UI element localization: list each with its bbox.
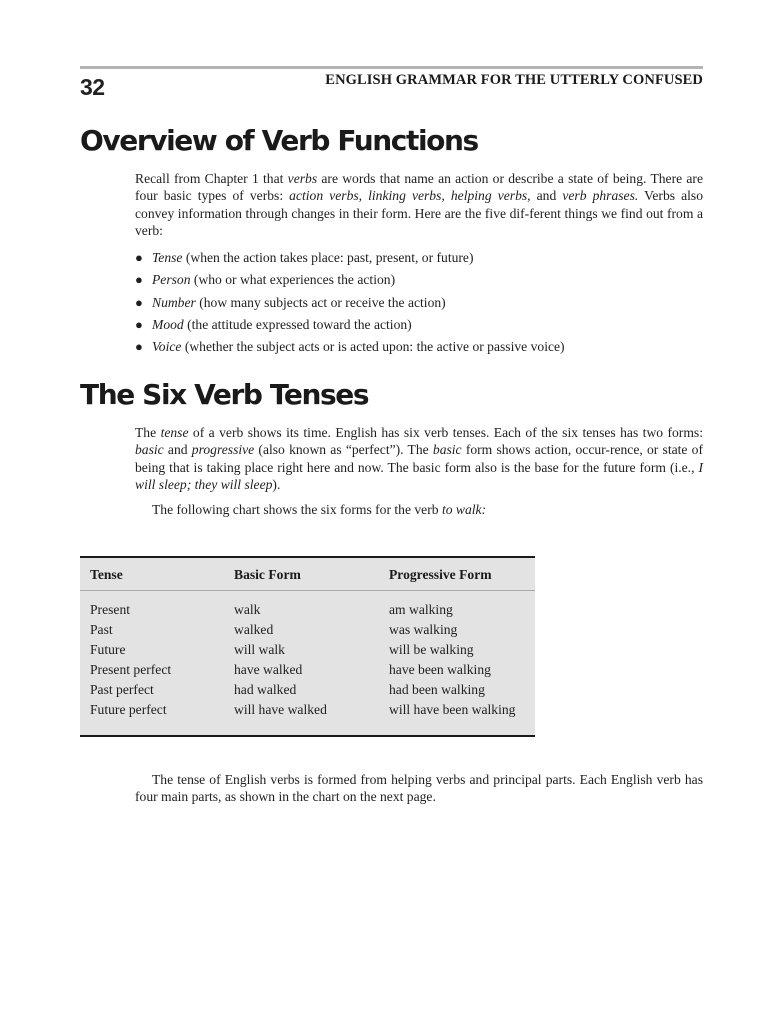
cell-progressive-form: was walking [389,622,458,637]
table-body [80,601,535,721]
emphasis-text: progressive [191,442,255,458]
bullet-description: (the attitude expressed toward the action) [183,316,412,332]
emphasis-text: basic [432,442,462,458]
table-row [80,701,535,721]
bullet-description: (who or what experiences the action) [190,272,396,288]
header-rule [80,66,703,69]
running-head: ENGLISH GRAMMAR FOR THE UTTERLY CONFUSED [325,72,703,88]
list-item [135,292,703,314]
bullet-description: (whether the subject acts or is acted upon: the active or passive voice) [181,339,565,355]
bullet-description: (when the action takes place: past, present, or future) [182,250,474,265]
cell-tense: Present [90,602,131,617]
table-row [80,661,535,681]
emphasis-text: verbs [287,171,318,186]
bullet-term: Voice [152,339,182,355]
cell-progressive-form: have been walking [389,662,491,677]
text-run: are words that name an action or describe a state of being. There are four basic types of verbs: [135,171,703,204]
tense-paragraph [135,424,703,494]
cell-basic-form: had walked [234,682,297,697]
verb-tense-table [80,556,535,737]
column-header-progressive-form: Progressive Form [389,567,492,582]
cell-basic-form: will have walked [234,702,327,717]
cell-tense: Present perfect [90,662,172,677]
list-item [135,336,703,358]
emphasis-text: I will sleep; they will sleep [135,459,703,493]
text-run: and [530,188,563,204]
cell-basic-form: walked [234,622,274,637]
emphasis-text: tense [160,425,189,440]
text-run: The [135,425,161,440]
section-heading-overview: Overview of Verb Functions [80,124,478,157]
bullet-term: Tense [152,250,183,265]
cell-basic-form: walk [234,602,261,617]
page-number: 32 [80,74,105,100]
bullet-icon: ● [135,272,143,288]
text-run: Recall from Chapter 1 that [135,171,288,186]
text-run: (also known as “perfect”). The [254,442,433,458]
list-item [135,314,703,336]
cell-basic-form: will walk [234,642,285,657]
emphasis-text: verb phrases. [562,188,639,204]
cell-progressive-form: will have been walking [389,702,516,717]
text-run: of a verb shows its time. English has six verb tenses. Each of the six tenses has two forms: [188,425,703,440]
bullet-icon: ● [135,339,143,355]
emphasis-text: action verbs, linking verbs, helping verbs, [289,188,531,204]
text-run: and [163,442,192,458]
cell-progressive-form: had been walking [389,682,485,697]
text-run: Verbs also convey information through changes in their form. Here are the five dif-ferent things we find out from a verb: [135,188,704,239]
cell-tense: Past [90,622,113,637]
list-item [135,269,703,291]
bullet-description: (how many subjects act or receive the action) [195,294,446,310]
closing-paragraph: The tense of English verbs is formed from helping verbs and principal parts. Each English verb has four main parts, as shown in the chart on the next page. [135,772,703,805]
column-header-basic-form: Basic Form [234,567,301,582]
bullet-term: Person [152,272,191,288]
emphasis-text: basic [135,442,164,458]
bullet-term: Number [152,294,196,310]
chart-intro-paragraph [152,501,703,518]
table-row [80,681,535,701]
bullet-icon: ● [135,250,143,265]
cell-progressive-form: will be walking [389,642,474,657]
section-heading-tenses: The Six Verb Tenses [80,378,369,411]
table-row [80,641,535,661]
bullet-term: Mood [152,316,184,332]
text-run: The following chart shows the six forms for the verb [152,502,442,517]
intro-paragraph [135,170,703,240]
text-run: form shows action, occur-rence, or state of being that is taking place right here and now. The basic form also is the base for the future form (i.e., [135,442,703,475]
text-run: ). [272,477,281,493]
bullet-icon: ● [135,294,143,310]
emphasis-text: to walk: [441,502,487,517]
cell-tense: Future [90,642,126,657]
cell-tense: Future perfect [90,702,167,717]
list-item [135,247,703,269]
cell-progressive-form: am walking [389,602,453,617]
table-row [80,621,535,641]
table-header-row [80,558,535,591]
column-header-tense: Tense [90,567,123,582]
bullet-icon: ● [135,316,143,332]
table-row [80,601,535,621]
cell-basic-form: have walked [234,662,303,677]
verb-info-list [135,247,703,358]
cell-tense: Past perfect [90,682,154,697]
